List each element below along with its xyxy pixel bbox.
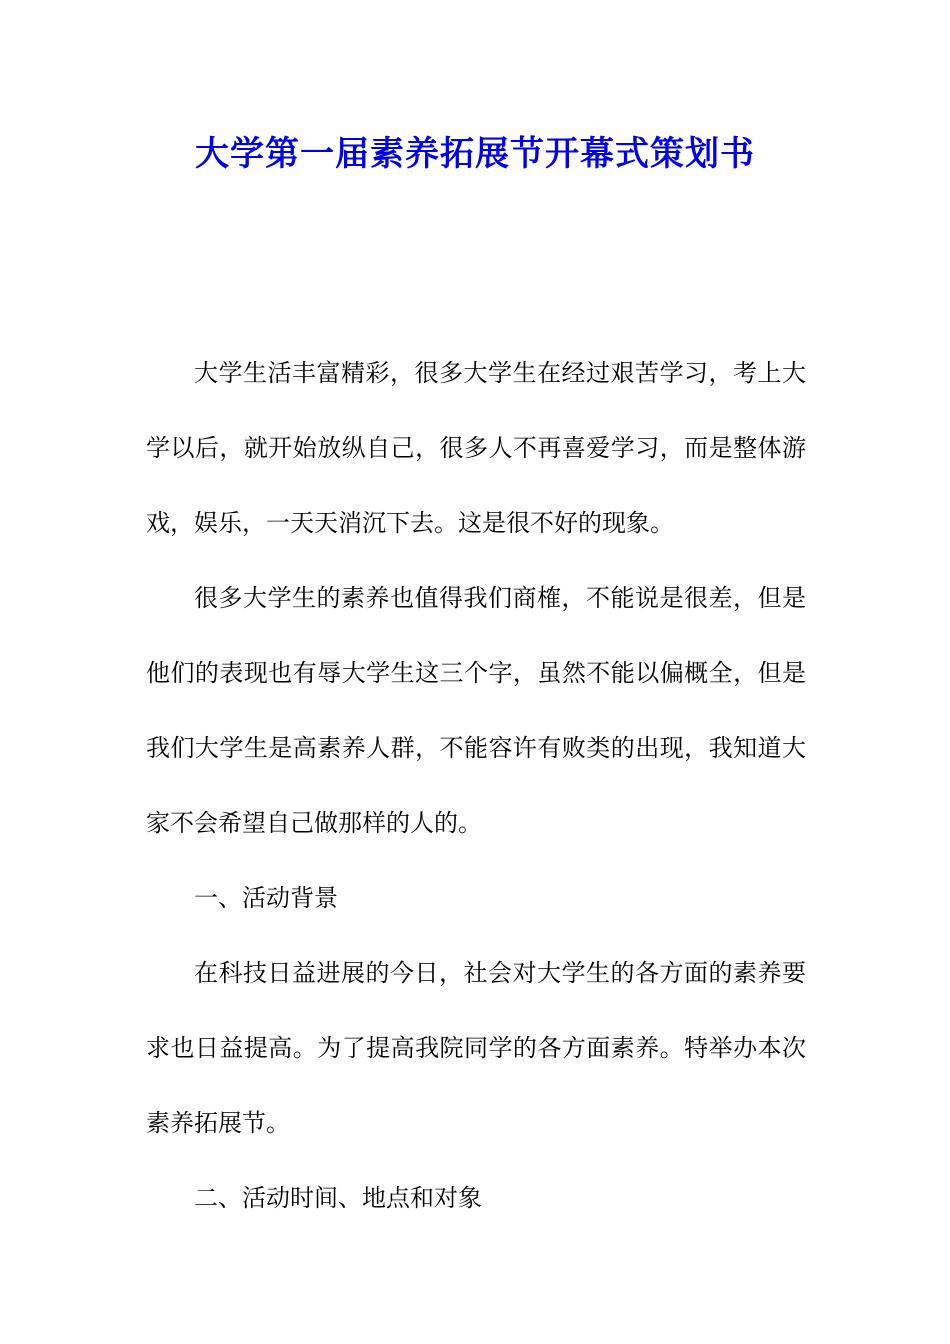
paragraph-quality: 很多大学生的素养也值得我们商榷，不能说是很差，但是他们的表现也有辱大学生这三个字，虽然不能以偏概全，但是我们大学生是高素养人群，不能容许有败类的出现，我知道大家不会希望自己做那样的人的。 xyxy=(146,584,806,837)
document-title: 大学第一届素养拓展节开幕式策划书 xyxy=(195,134,755,174)
section-heading-time-place: 二、活动时间、地点和对象 xyxy=(194,1184,482,1212)
document-body xyxy=(146,336,806,1236)
section-heading-background: 一、活动背景 xyxy=(194,884,338,912)
paragraph-background: 在科技日益进展的今日，社会对大学生的各方面的素养要求也日益提高。为了提高我院同学的各方面素养。特举办本次素养拓展节。 xyxy=(146,959,806,1137)
paragraph-intro: 大学生活丰富精彩，很多大学生在经过艰苦学习，考上大学以后，就开始放纵自己，很多人不再喜爱学习，而是整体游戏，娱乐，一天天消沉下去。这是很不好的现象。 xyxy=(146,359,806,537)
